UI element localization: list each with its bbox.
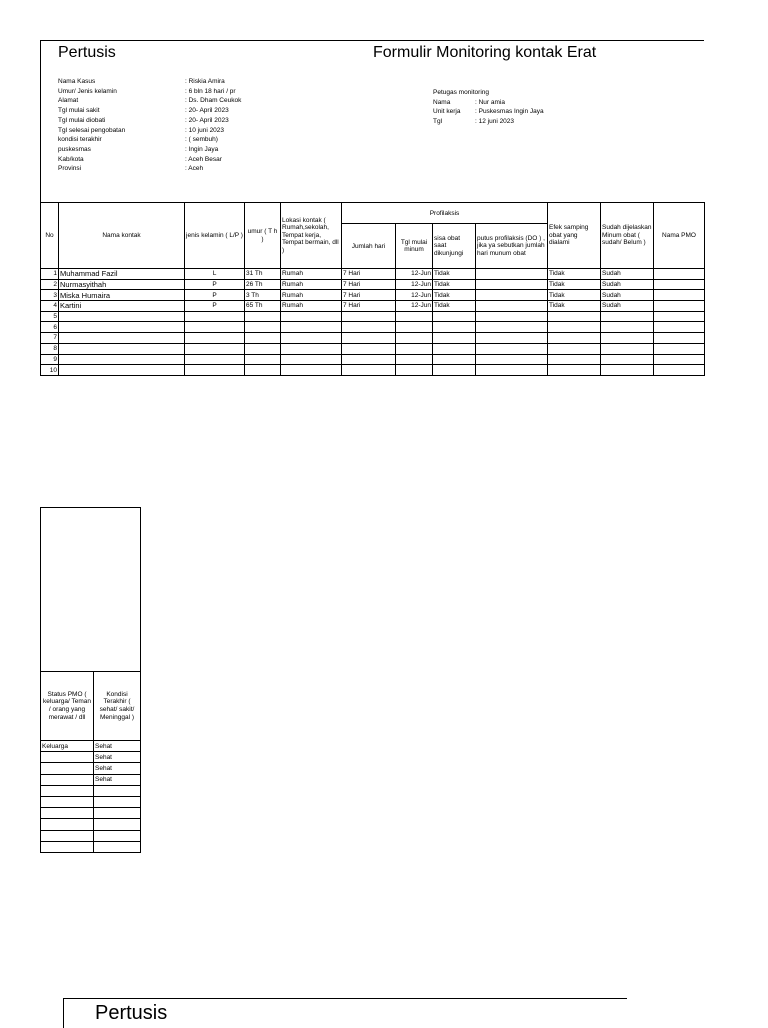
case-info-row — [58, 96, 241, 106]
case-info-value: : Ds. Dham Ceukok — [185, 97, 242, 105]
cell-jk: P — [185, 290, 245, 301]
pmo-status-table — [40, 507, 141, 853]
page-left-border — [40, 40, 41, 202]
cell-sisa — [433, 365, 476, 376]
cell-putus — [476, 269, 548, 280]
cell-lokasi: Rumah — [281, 279, 342, 290]
cell-umur: 31 Th — [245, 269, 281, 280]
table-row — [41, 796, 141, 807]
case-info-value: : ( sembuh) — [185, 136, 218, 144]
table-row — [41, 774, 141, 785]
cell-tgl — [396, 365, 433, 376]
cell-nama — [59, 322, 185, 333]
case-info-label: Tgl mulai diobati — [58, 116, 106, 124]
next-page-title: Pertusis — [95, 1002, 168, 1024]
table-row — [41, 269, 705, 280]
cell-putus — [476, 354, 548, 365]
petugas-title: Petugas monitoring — [433, 89, 490, 96]
cell-status — [41, 808, 94, 819]
table-row — [41, 741, 141, 752]
cell-lokasi: Rumah — [281, 269, 342, 280]
cell-kondisi — [94, 796, 141, 807]
cell-status — [41, 819, 94, 830]
cell-jumlah: 7 Hari — [342, 269, 396, 280]
cell-efek: Tidak — [548, 279, 601, 290]
petugas-row — [433, 117, 544, 127]
cell-putus — [476, 322, 548, 333]
header-sisa-obat: sisa obat saat dikunjungi — [433, 224, 476, 269]
cell-umur — [245, 343, 281, 354]
petugas-block — [433, 88, 544, 127]
cell-status — [41, 841, 94, 852]
cell-nama — [59, 333, 185, 344]
cell-sudah — [601, 343, 654, 354]
cell-sudah — [601, 322, 654, 333]
case-info-label: Provinsi — [58, 165, 82, 173]
cell-putus — [476, 301, 548, 312]
cell-sisa — [433, 343, 476, 354]
cell-sisa — [433, 333, 476, 344]
cell-nama: Kartini — [59, 301, 185, 312]
cell-tgl: 12-Jun — [396, 290, 433, 301]
cell-efek — [548, 343, 601, 354]
cell-lokasi — [281, 354, 342, 365]
header-sudah-dijelaskan: Sudah dijelaskan Minum obat ( sudah/ Belum ) — [601, 203, 654, 269]
cell-jk — [185, 333, 245, 344]
contact-monitoring-table — [40, 202, 705, 376]
cell-no: 8 — [41, 343, 59, 354]
cell-no: 3 — [41, 290, 59, 301]
cell-putus — [476, 311, 548, 322]
cell-tgl — [396, 333, 433, 344]
table-row — [41, 354, 705, 365]
case-info-value: : Aceh — [185, 165, 204, 173]
table-row — [41, 830, 141, 841]
table-row — [41, 279, 705, 290]
cell-kondisi — [94, 808, 141, 819]
cell-putus — [476, 343, 548, 354]
cell-sisa — [433, 311, 476, 322]
case-info-value: : 20- April 2023 — [185, 116, 229, 124]
cell-kondisi — [94, 785, 141, 796]
cell-putus — [476, 290, 548, 301]
cell-umur: 3 Th — [245, 290, 281, 301]
cell-putus — [476, 365, 548, 376]
next-page-top-border — [63, 998, 627, 999]
cell-sisa — [433, 322, 476, 333]
cell-jumlah — [342, 365, 396, 376]
cell-no: 4 — [41, 301, 59, 312]
table-row — [41, 841, 141, 852]
cell-lokasi — [281, 322, 342, 333]
cell-jumlah — [342, 354, 396, 365]
header-no: No — [41, 203, 59, 269]
cell-umur — [245, 322, 281, 333]
table-row — [41, 333, 705, 344]
cell-status — [41, 752, 94, 763]
cell-umur — [245, 311, 281, 322]
cell-lokasi: Rumah — [281, 301, 342, 312]
case-info-row — [58, 164, 241, 174]
cell-tgl: 12-Jun — [396, 269, 433, 280]
cell-efek — [548, 365, 601, 376]
cell-sudah — [601, 365, 654, 376]
blank-cell — [41, 508, 94, 672]
case-info-label: Alamat — [58, 97, 79, 105]
cell-pmo — [654, 279, 705, 290]
cell-nama: Nurmasyithah — [59, 279, 185, 290]
cell-status — [41, 774, 94, 785]
cell-efek — [548, 354, 601, 365]
case-info-row — [58, 87, 241, 97]
header-nama-pmo: Nama PMO — [654, 203, 705, 269]
case-info-label: kondisi terakhir — [58, 136, 102, 144]
petugas-label: Nama — [433, 98, 451, 106]
table-row — [41, 365, 705, 376]
case-info-label: puskesmas — [58, 145, 91, 153]
cell-pmo — [654, 301, 705, 312]
page-top-border — [40, 40, 704, 41]
cell-umur — [245, 354, 281, 365]
header-kondisi-terakhir: Kondisi Terakhir ( sehat/ sakit/ Meninggal ) — [94, 672, 141, 741]
petugas-label: Unit kerja — [433, 108, 461, 116]
cell-efek: Tidak — [548, 269, 601, 280]
cell-no: 10 — [41, 365, 59, 376]
case-info-label: Umur/ Jenis kelamin — [58, 87, 117, 95]
cell-status — [41, 796, 94, 807]
table-row — [41, 819, 141, 830]
cell-kondisi — [94, 841, 141, 852]
cell-lokasi — [281, 343, 342, 354]
case-info-value: : Ingin Jaya — [185, 145, 219, 153]
case-info-row — [58, 135, 241, 145]
header-jumlah-hari: Jumlah hari — [342, 224, 396, 269]
petugas-value: : Nur amia — [475, 98, 505, 106]
cell-jumlah — [342, 343, 396, 354]
case-info-row — [58, 126, 241, 136]
header-nama-kontak: Nama kontak — [59, 203, 185, 269]
cell-jk: P — [185, 301, 245, 312]
cell-no: 5 — [41, 311, 59, 322]
cell-efek — [548, 322, 601, 333]
cell-jk — [185, 354, 245, 365]
petugas-label: Tgl — [433, 118, 443, 126]
cell-no: 1 — [41, 269, 59, 280]
cell-nama — [59, 343, 185, 354]
table-row — [41, 290, 705, 301]
table-row — [41, 808, 141, 819]
cell-pmo — [654, 354, 705, 365]
cell-tgl — [396, 354, 433, 365]
cell-jumlah: 7 Hari — [342, 290, 396, 301]
case-info-label: Nama Kasus — [58, 78, 96, 85]
cell-tgl: 12-Jun — [396, 301, 433, 312]
cell-lokasi — [281, 365, 342, 376]
cell-sudah: Sudah — [601, 290, 654, 301]
cell-pmo — [654, 343, 705, 354]
cell-jk — [185, 322, 245, 333]
cell-tgl — [396, 343, 433, 354]
cell-status: Keluarga — [41, 741, 94, 752]
header-jenis-kelamin: jenis kelamin ( L/P ) — [185, 203, 245, 269]
cell-status — [41, 830, 94, 841]
cell-sudah: Sudah — [601, 301, 654, 312]
cell-putus — [476, 333, 548, 344]
case-info-value: : 10 juni 2023 — [185, 126, 225, 134]
case-info-row — [58, 106, 241, 116]
cell-kondisi: Sehat — [94, 774, 141, 785]
case-info-value: : Riskia Amira — [185, 78, 225, 85]
cell-sudah — [601, 311, 654, 322]
cell-no: 7 — [41, 333, 59, 344]
blank-cell — [94, 508, 141, 672]
cell-pmo — [654, 333, 705, 344]
cell-nama — [59, 354, 185, 365]
cell-sudah: Sudah — [601, 269, 654, 280]
cell-jk — [185, 365, 245, 376]
cell-lokasi — [281, 311, 342, 322]
cell-jumlah: 7 Hari — [342, 301, 396, 312]
cell-kondisi: Sehat — [94, 763, 141, 774]
cell-nama — [59, 311, 185, 322]
petugas-row — [433, 107, 544, 117]
cell-status — [41, 785, 94, 796]
cell-sudah — [601, 333, 654, 344]
case-info-label: Kab/kota — [58, 155, 84, 163]
case-info-label: Tgl selesai pengobatan — [58, 126, 126, 134]
cell-umur: 65 Th — [245, 301, 281, 312]
header-umur: umur ( T h ) — [245, 203, 281, 269]
cell-no: 6 — [41, 322, 59, 333]
case-info-value: : 6 bln 18 hari / pr — [185, 87, 236, 95]
cell-kondisi — [94, 819, 141, 830]
header-lokasi-kontak: Lokasi kontak ( Rumah,sekolah, Tempat kerja, Tempat bermain, dll ) — [281, 203, 342, 269]
cell-tgl: 12-Jun — [396, 279, 433, 290]
case-info-row — [58, 145, 241, 155]
table-row — [41, 752, 141, 763]
header-tgl-mulai: Tgl mulai minum — [396, 224, 433, 269]
cell-jumlah: 7 Hari — [342, 279, 396, 290]
header-efek-samping: Efek samping obat yang dialami — [548, 203, 601, 269]
cell-jumlah — [342, 322, 396, 333]
cell-nama: Muhammad Fazil — [59, 269, 185, 280]
petugas-value: : Puskesmas Ingin Jaya — [475, 108, 544, 116]
cell-pmo — [654, 311, 705, 322]
cell-lokasi — [281, 333, 342, 344]
case-info-label: Tgl mulai sakit — [58, 107, 100, 115]
cell-efek: Tidak — [548, 301, 601, 312]
case-info-row — [58, 77, 241, 87]
table-row — [41, 311, 705, 322]
petugas-row — [433, 98, 544, 108]
cell-jk — [185, 311, 245, 322]
cell-umur — [245, 365, 281, 376]
petugas-value: : 12 juni 2023 — [475, 118, 515, 126]
cell-putus — [476, 279, 548, 290]
cell-no: 2 — [41, 279, 59, 290]
cell-sisa: Tidak — [433, 301, 476, 312]
cell-jumlah — [342, 311, 396, 322]
cell-umur — [245, 333, 281, 344]
table-row — [41, 343, 705, 354]
cell-jk: L — [185, 269, 245, 280]
disease-title: Pertusis — [58, 44, 116, 61]
cell-tgl — [396, 322, 433, 333]
cell-nama: Miska Humaira — [59, 290, 185, 301]
cell-sisa: Tidak — [433, 269, 476, 280]
cell-lokasi: Rumah — [281, 290, 342, 301]
cell-pmo — [654, 290, 705, 301]
header-status-pmo: Status PMO ( keluarga/ Teman / orang yang merawat / dll — [41, 672, 94, 741]
cell-jumlah — [342, 333, 396, 344]
table-row — [41, 785, 141, 796]
cell-status — [41, 763, 94, 774]
cell-sisa: Tidak — [433, 290, 476, 301]
case-info-block — [58, 77, 241, 174]
cell-pmo — [654, 322, 705, 333]
cell-kondisi: Sehat — [94, 741, 141, 752]
cell-efek — [548, 333, 601, 344]
cell-kondisi — [94, 830, 141, 841]
table-row — [41, 301, 705, 312]
form-title: Formulir Monitoring kontak Erat — [373, 44, 597, 61]
case-info-row — [58, 155, 241, 165]
table-row — [41, 322, 705, 333]
cell-tgl — [396, 311, 433, 322]
cell-efek — [548, 311, 601, 322]
header-putus-profilaksis: putus profilaksis (DO ) , jika ya sebutkan jumlah hari munum obat — [476, 224, 548, 269]
table-row — [41, 763, 141, 774]
cell-pmo — [654, 365, 705, 376]
case-info-row — [58, 116, 241, 126]
cell-efek: Tidak — [548, 290, 601, 301]
cell-no: 9 — [41, 354, 59, 365]
cell-sisa: Tidak — [433, 279, 476, 290]
cell-jk: P — [185, 279, 245, 290]
blank-area-row — [41, 508, 141, 672]
cell-kondisi: Sehat — [94, 752, 141, 763]
case-info-value: : 20- April 2023 — [185, 107, 229, 115]
cell-sisa — [433, 354, 476, 365]
cell-umur: 26 Th — [245, 279, 281, 290]
header-profilaksis: Profilaksis — [342, 203, 548, 224]
cell-nama — [59, 365, 185, 376]
cell-sudah — [601, 354, 654, 365]
cell-sudah: Sudah — [601, 279, 654, 290]
case-info-value: : Aceh Besar — [185, 155, 222, 163]
cell-jk — [185, 343, 245, 354]
cell-pmo — [654, 269, 705, 280]
